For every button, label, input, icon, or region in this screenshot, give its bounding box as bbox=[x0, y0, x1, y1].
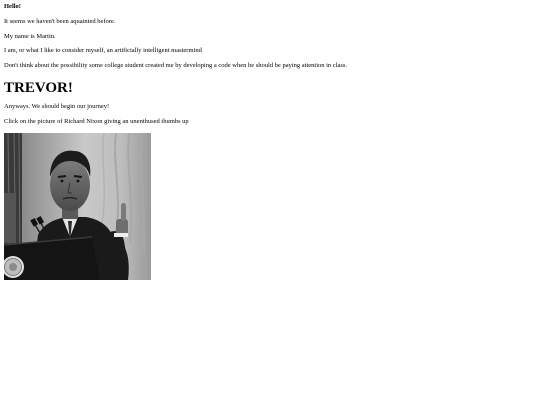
instruction-paragraph: Click on the picture of Richard Nixon giving an unenthused thumbs up bbox=[4, 118, 189, 126]
journey-paragraph: Anyways. We should begin our journey! bbox=[4, 103, 110, 111]
intro-paragraph-1: It seems we haven't been aquainted before. bbox=[4, 17, 116, 25]
nixon-photo-link[interactable] bbox=[4, 133, 151, 280]
headline: TREVOR! bbox=[4, 79, 73, 96]
greeting-text: Hello! bbox=[4, 3, 21, 10]
nixon-photo-image[interactable] bbox=[4, 133, 151, 280]
intro-paragraph-3: I am, or what I like to consider myself, an artificially intelligent mastermind bbox=[4, 47, 202, 55]
intro-paragraph-2: My name is Martin. bbox=[4, 32, 56, 40]
page-content bbox=[4, 3, 536, 280]
intro-paragraph-4: Don't think about the possibility some college student created me by developing a code when he should be paying attention in class. bbox=[4, 62, 348, 70]
